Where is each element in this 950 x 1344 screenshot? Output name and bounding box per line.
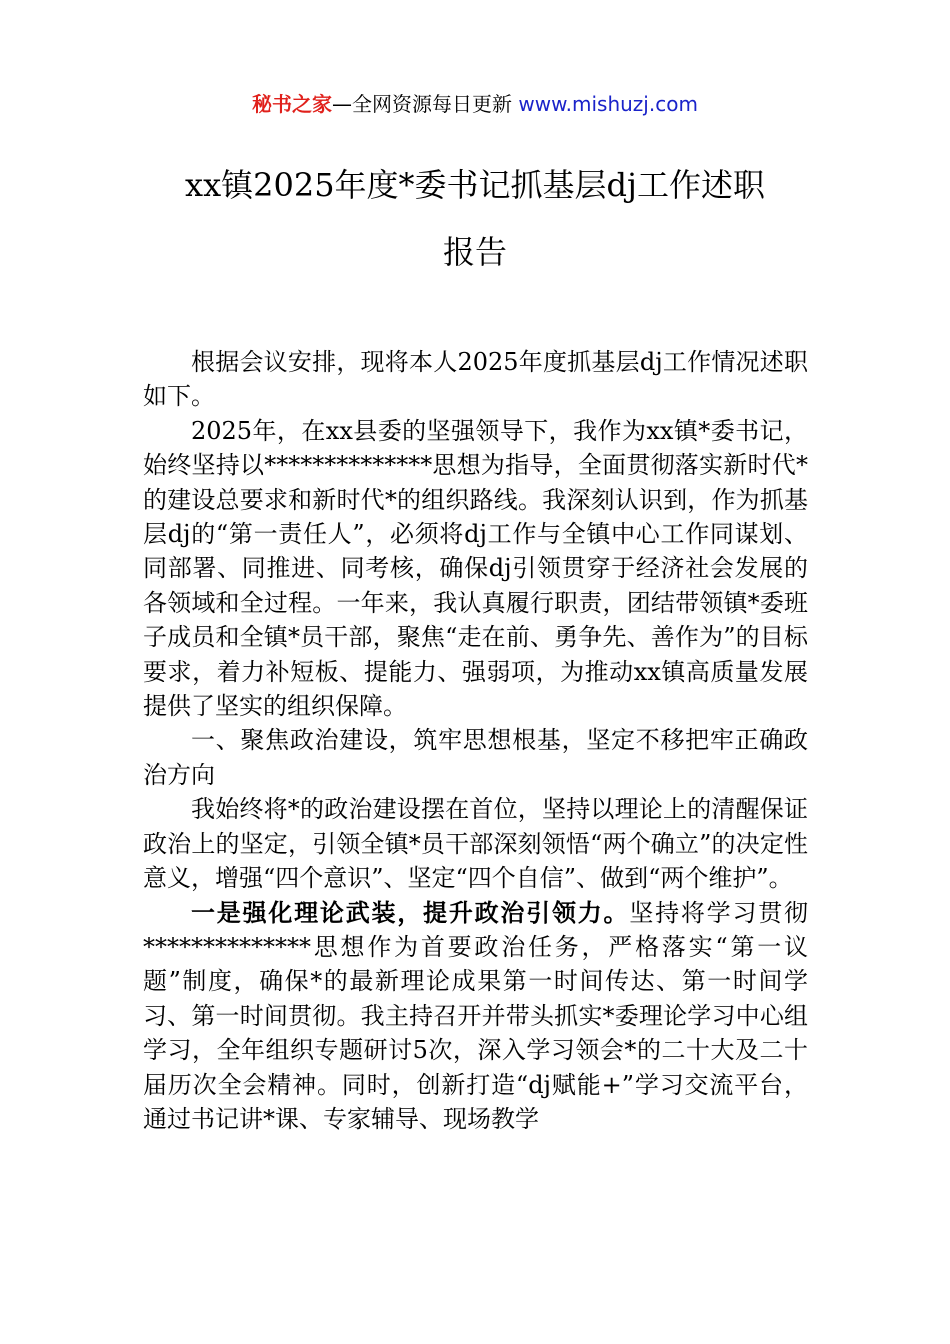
header-tagline: —全网资源每日更新	[332, 92, 519, 116]
paragraph-theory-text: 坚持将学习贯彻**************思想作为首要政治任务，严格落实“第一议题”制度，确保*的最新理论成果第一时间传达、第一时间学习、第一时间贯彻。我主持召开并带头抓实*委理论学习中心组学习，全年组织专题研讨5次，深入学习领会*的二十大及二十届历次全会精神。同时，创新打造“dj赋能+”学习交流平台，通过书记讲*课、专家辅导、现场教学	[143, 898, 809, 1133]
paragraph-overview: 2025年，在xx县委的坚强领导下，我作为xx镇*委书记，始终坚持以**************思想为指导，全面贯彻落实新时代*的建设总要求和新时代*的组织路线。我深刻认识到，作为抓基层dj的“第一责任人”，必须将dj工作与全镇中心工作同谋划、同部署、同推进、同考核，确保dj引领贯穿于经济社会发展的各领域和全过程。一年来，我认真履行职责，团结带领镇*委班子成员和全镇*员干部，聚焦“走在前、勇争先、善作为”的目标要求，着力补短板、提能力、强弱项，为推动xx镇高质量发展提供了坚实的组织保障。	[143, 416, 808, 721]
section-heading-1: 一、聚焦政治建设，筑牢思想根基，坚定不移把牢正确政治方向	[143, 726, 808, 789]
title-line-2: 报告	[442, 233, 507, 271]
site-header	[0, 88, 950, 120]
paragraph-lead: 一是强化理论武装，提升政治引领力。	[191, 897, 630, 927]
paragraph-intro: 根据会议安排，现将本人2025年度抓基层dj工作情况述职如下。	[143, 348, 808, 411]
site-url-link[interactable]: www.mishuzj.com	[518, 92, 698, 116]
document-title	[100, 162, 850, 275]
brand-name: 秘书之家	[252, 92, 333, 116]
document-body	[143, 345, 808, 1136]
paragraph-theory	[143, 896, 808, 1137]
paragraph-political: 我始终将*的政治建设摆在首位，坚持以理论上的清醒保证政治上的坚定，引领全镇*员干部深刻领悟“两个确立”的决定性意义，增强“四个意识”、坚定“四个自信”、做到“两个维护”。	[143, 795, 808, 893]
title-line-1: xx镇2025年度*委书记抓基层dj工作述职	[185, 166, 765, 204]
